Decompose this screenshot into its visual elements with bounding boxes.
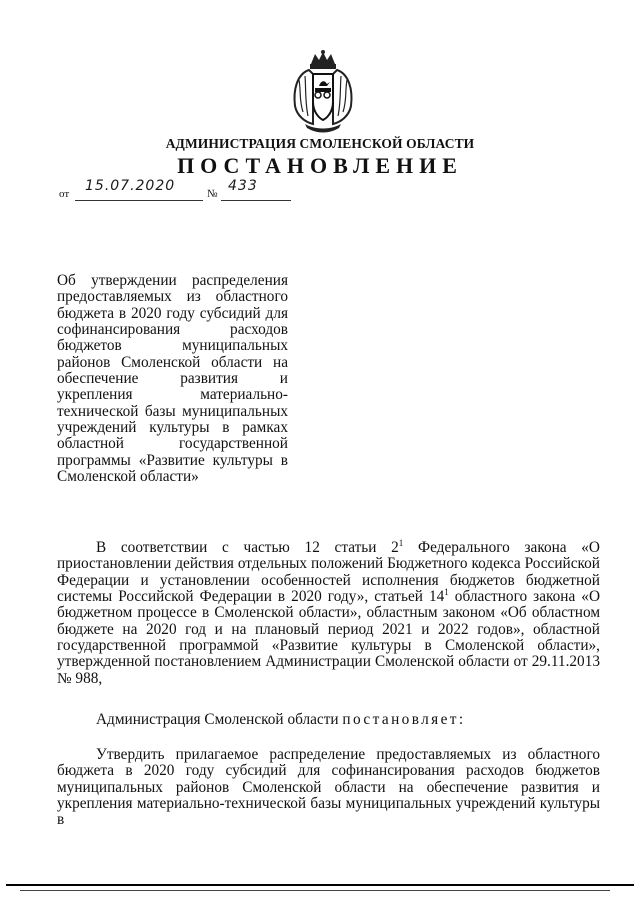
date-label: от: [59, 188, 70, 200]
preamble-paragraph: [57, 540, 600, 687]
item-line: Утвердить прилагаемое распределение предоставляемых из областного: [96, 746, 600, 763]
page-bottom-rule: [6, 884, 634, 886]
item-line: бюджета в 2020 году субсидий для софинансирования расходов бюджетов: [57, 762, 600, 780]
subject-line: обеспечение развития и: [57, 370, 288, 388]
preamble-line: № 988,: [57, 669, 103, 687]
preamble-line: приостановлении действия отдельных положений Бюджетного кодекса Российской: [57, 555, 600, 573]
coat-of-arms-icon: [291, 50, 355, 134]
number-value: 433: [228, 178, 258, 194]
subject-line: бюджетов муниципальных: [57, 337, 288, 355]
preamble-line: утвержденной постановлением Администрации Смоленской области от 29.11.2013: [57, 653, 600, 671]
subject-line: бюджета в 2020 году субсидий для: [57, 304, 288, 322]
subject-line: Смоленской области»: [57, 468, 199, 486]
subject-line: предоставляемых из областного: [57, 288, 288, 306]
preamble-line: системы Российской Федерации в 2020 году», статьей $14^1$ областного закона «О: [57, 587, 600, 606]
subject-line: районов Смоленской области на: [57, 353, 288, 371]
subject-line: технической базы муниципальных: [57, 402, 288, 420]
preamble-line: В соответствии с частью 12 статьи $2^1$ Федерального закона «О: [96, 538, 600, 556]
date-value: 15.07.2020: [85, 178, 176, 194]
subject-line: Об утверждении распределения: [57, 272, 288, 289]
resolution-item-1: [57, 747, 600, 829]
resolution-clause: [57, 712, 600, 728]
subject-line: укрепления материально-: [57, 386, 288, 404]
resolution-verb: постановляет:: [342, 711, 466, 728]
date-underline: [75, 200, 203, 201]
resolution-prefix: Администрация Смоленской области: [96, 711, 343, 728]
subject-line: софинансирования расходов: [57, 321, 288, 339]
subject-line: учреждений культуры в рамках: [57, 419, 288, 437]
item-line: муниципальных районов Смоленской области на обеспечение развития и: [57, 778, 600, 796]
preamble-line: бюджете на 2020 год и на плановый период 2021 и 2022 годов», областной: [57, 620, 600, 638]
number-label: №: [207, 188, 218, 200]
preamble-line: государственной программой «Развитие культуры в Смоленской области»,: [57, 637, 600, 655]
page-bottom-rule-secondary: [20, 890, 610, 891]
subject-line: программы «Развитие культуры в: [57, 451, 288, 469]
document-type-title: ПОСТАНОВЛЕНИЕ: [177, 153, 463, 178]
document-subject: [57, 273, 288, 485]
subject-line: областной государственной: [57, 435, 288, 453]
preamble-line: Федерации и установлении особенностей исполнения бюджетов бюджетной: [57, 571, 600, 589]
item-line: укрепления материально-технической базы муниципальных учреждений культуры в: [57, 795, 600, 829]
organization-name: АДМИНИСТРАЦИЯ СМОЛЕНСКОЙ ОБЛАСТИ: [165, 136, 475, 151]
preamble-line: бюджетном процессе в Смоленской области», областным законом «Об областном: [57, 604, 600, 622]
number-underline: [221, 200, 291, 201]
